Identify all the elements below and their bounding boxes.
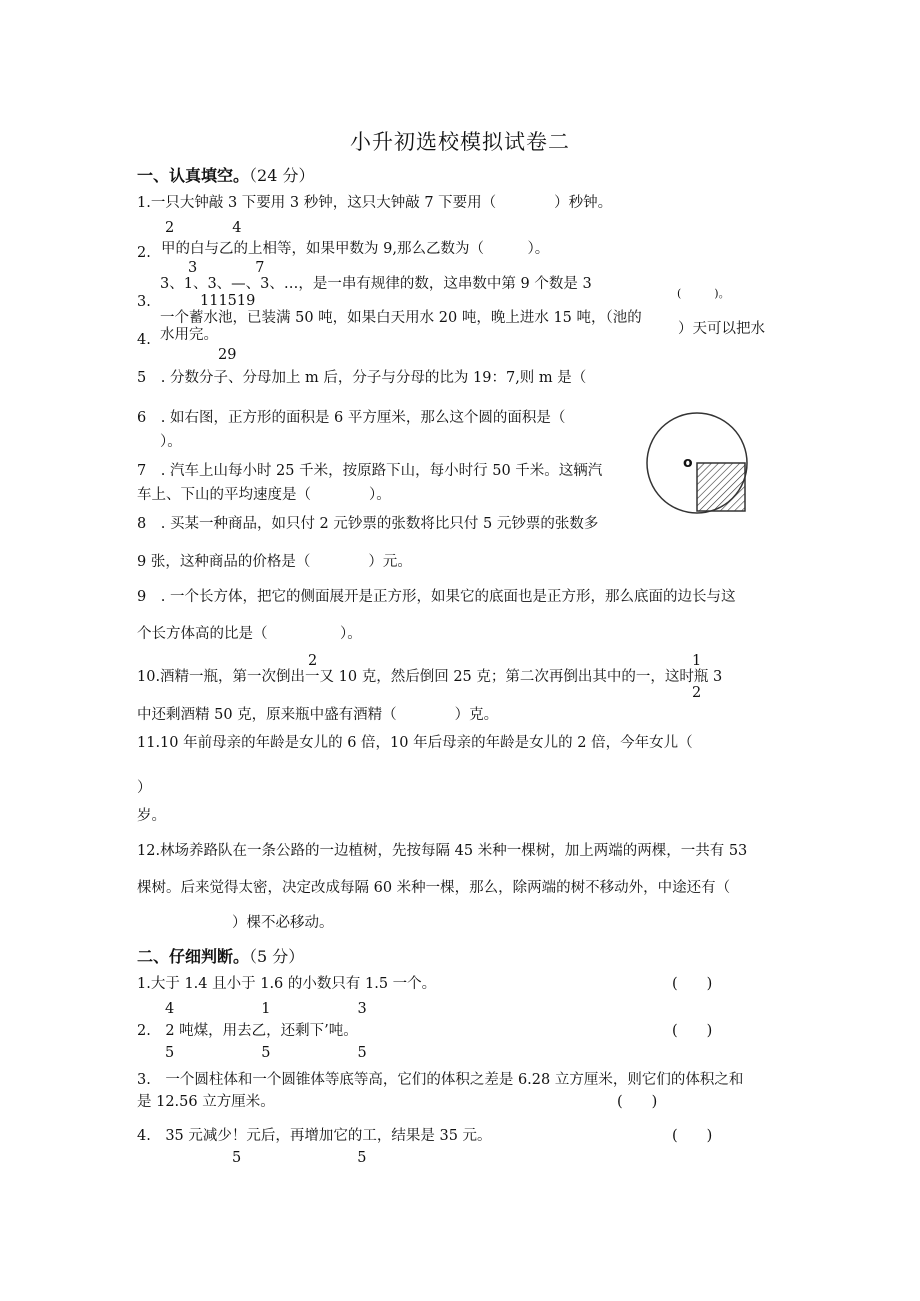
question-10-fraction-2-top: 1	[692, 653, 702, 669]
section-1-heading	[137, 167, 314, 185]
judge-1: 1.大于 1.4 且小于 1.6 的小数只有 1.5 一个。	[137, 976, 437, 992]
judge-2-numerators: 4 1 3	[165, 1001, 367, 1017]
question-11-line-1: 11.10 年前母亲的年龄是女儿的 6 倍，10 年后母亲的年龄是女儿的 2 倍，今年女儿（	[137, 735, 693, 751]
question-3-blank: ( )。	[677, 287, 730, 300]
question-10-fraction-2-bottom: 2	[692, 685, 702, 701]
section-2-points: （5 分）	[249, 947, 305, 966]
question-2-numerators: 2 4	[165, 220, 242, 236]
question-7-line-1: 7 . 汽车上山每小时 25 千米，按原路下山，每小时行 50 千米。这辆汽	[137, 463, 603, 479]
question-9-line-2: 个长方体高的比是（ ）。	[137, 626, 362, 642]
question-7-line-2: 车上、下山的平均速度是（ ）。	[137, 487, 391, 503]
question-10-line-2: 中还剩酒精 50 克，原来瓶中盛有酒精（ ）克。	[137, 707, 499, 723]
judge-3-answer: ( )	[617, 1094, 658, 1110]
question-1: 1.一只大钟敲 3 下要用 3 秒钟，这只大钟敲 7 下要用（ ）秒钟。	[137, 195, 613, 211]
judge-2: 2. 2 吨煤，用去乙，还剩下’吨。	[137, 1023, 358, 1039]
circle-square-figure	[644, 410, 754, 520]
question-4-line-2: 水用完。	[160, 327, 218, 343]
question-12-line-1: 12.林场养路队在一条公路的一边植树，先按每隔 45 米种一棵树，加上两端的两棵，一共有 53	[137, 843, 748, 859]
question-4-line-1-end: ）天可以把水	[678, 321, 765, 337]
judge-2-answer: ( )	[672, 1023, 713, 1039]
question-6-line-2: ）。	[160, 434, 182, 450]
question-6-line-1: 6 . 如右图，正方形的面积是 6 平方厘米，那么这个圆的面积是（	[137, 410, 566, 426]
question-3-number: 3.	[137, 294, 151, 310]
question-4-number: 4.	[137, 332, 151, 348]
section-1-title: 一、认真填空。	[137, 166, 250, 185]
question-12-line-3: ）棵不必移动。	[232, 915, 334, 931]
question-11-line-2: ）	[137, 780, 152, 796]
section-2-heading	[137, 948, 304, 966]
circle-center-label: o	[683, 455, 693, 471]
question-5: 5 . 分数分子、分母加上 m 后，分子与分母的比为 19：7,则 m 是（	[137, 370, 587, 386]
question-3-denominators: 111519	[200, 293, 256, 309]
question-12-line-2: 棵树。后来觉得太密，决定改成每隔 60 米种一棵，那么，除两端的树不移动外，中途还有（	[137, 880, 731, 896]
judge-3-line-2: 是 12.56 立方厘米。	[137, 1094, 275, 1110]
question-8-line-2: 9 张，这种商品的价格是（ ）元。	[137, 554, 412, 570]
judge-3-line-1: 3. 一个圆柱体和一个圆锥体等底等高，它们的体积之差是 6.28 立方厘米，则它们的体积之和	[137, 1072, 744, 1088]
question-5-fraction-top: 29	[218, 347, 237, 363]
question-2-text: 甲的白与乙的上相等，如果甲数为 9,那么乙数为（ ）。	[161, 241, 550, 257]
section-1-points: （24 分）	[249, 166, 315, 185]
judge-4: 4. 35 元减少！元后，再增加它的工，结果是 35 元。	[137, 1128, 492, 1144]
square-shape	[697, 463, 745, 511]
question-11-line-3: 岁。	[137, 808, 166, 824]
question-10-line-1: 10.酒精一瓶，第一次倒出一又 10 克，然后倒回 25 克；第二次再倒出其中的一，这时瓶 3	[137, 669, 723, 685]
section-2-title: 二、仔细判断。	[137, 947, 250, 966]
question-10-fraction-1-top: 2	[308, 653, 318, 669]
question-8-line-1: 8 . 买某一种商品，如只付 2 元钞票的张数将比只付 5 元钞票的张数多	[137, 516, 599, 532]
page-title: 小升初选校模拟试卷二	[350, 130, 570, 154]
question-2-denominators: 3 7	[188, 260, 265, 276]
question-2-number: 2.	[137, 245, 151, 261]
question-4-line-1: 一个蓄水池，已装满 50 吨，如果白天用水 20 吨，晚上进水 15 吨，（池的	[160, 310, 642, 326]
judge-4-denominators: 5 5	[232, 1150, 367, 1166]
judge-2-denominators: 5 5 5	[165, 1045, 367, 1061]
question-3-text: 3、1、3、—、3、…，是一串有规律的数，这串数中第 9 个数是 3	[160, 276, 592, 292]
judge-4-answer: ( )	[672, 1128, 713, 1144]
question-9-line-1: 9 . 一个长方体，把它的侧面展开是正方形，如果它的底面也是正方形，那么底面的边长与这	[137, 589, 736, 605]
judge-1-answer: ( )	[672, 976, 713, 992]
